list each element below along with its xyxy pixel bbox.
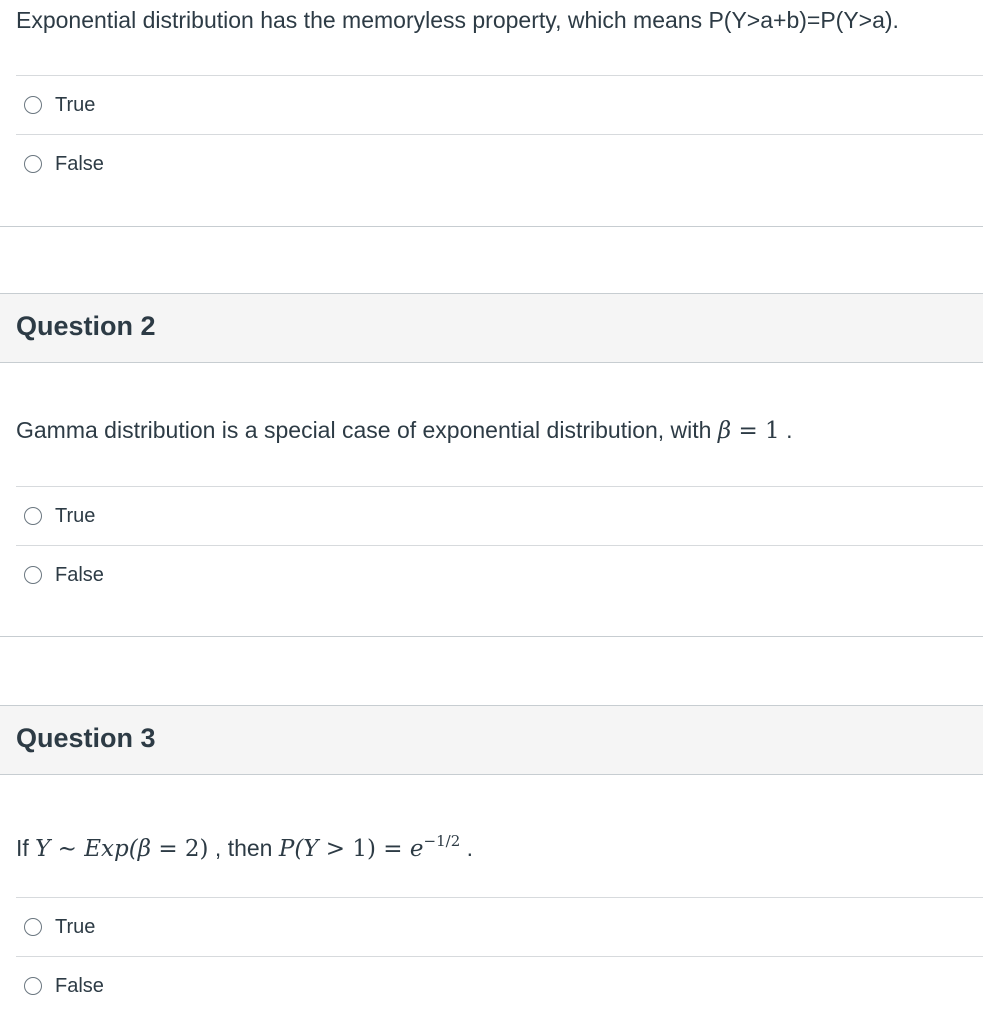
radio-button[interactable]	[24, 155, 42, 173]
question-3-answers	[16, 897, 983, 1015]
math-exponent: −1/2	[423, 832, 461, 850]
question-3-header	[0, 705, 983, 775]
answer-option[interactable]	[16, 75, 983, 134]
math-y: Y	[35, 836, 51, 862]
math-e: e	[409, 836, 424, 862]
answer-option[interactable]	[16, 486, 983, 545]
radio-button[interactable]	[24, 566, 42, 584]
question-3-text	[16, 825, 473, 865]
radio-button[interactable]	[24, 507, 42, 525]
answer-label: True	[55, 915, 96, 938]
answer-label: False	[55, 563, 104, 586]
math-equals-one: = 1	[731, 418, 780, 444]
question-divider	[0, 636, 983, 637]
question-3-title: Question 3	[16, 723, 156, 753]
radio-button[interactable]	[24, 96, 42, 114]
answer-option[interactable]	[16, 545, 983, 604]
answer-option[interactable]	[16, 897, 983, 956]
question-2-text-part: Gamma distribution is a special case of exponential distribution, with	[16, 417, 718, 443]
question-2-period: .	[779, 417, 793, 443]
answer-label: True	[55, 93, 96, 116]
question-3-text-if: If	[16, 835, 36, 861]
math-exp-rest: = 2)	[151, 836, 209, 862]
answer-label: False	[55, 152, 104, 175]
question-2-answers	[16, 486, 983, 604]
radio-button[interactable]	[24, 918, 42, 936]
question-2-text	[16, 414, 792, 447]
question-2-header	[0, 293, 983, 363]
answer-option[interactable]	[16, 956, 983, 1015]
question-1-text: Exponential distribution has the memoryless property, which means P(Y>a+b)=P(Y>a).	[16, 7, 899, 33]
question-2-title: Question 2	[16, 311, 156, 341]
math-beta: β	[717, 418, 732, 444]
answer-label: False	[55, 974, 104, 997]
math-p-rest: > 1) =	[318, 836, 410, 862]
question-1-answers	[16, 75, 983, 193]
answer-option[interactable]	[16, 134, 983, 193]
question-3-period: .	[460, 835, 474, 861]
answer-label: True	[55, 504, 96, 527]
math-p: P(Y	[278, 836, 319, 862]
radio-button[interactable]	[24, 977, 42, 995]
question-3-text-then: , then	[208, 835, 279, 861]
math-exp: Exp(β	[84, 836, 152, 862]
question-divider	[0, 226, 983, 227]
math-sim: ∼	[50, 836, 85, 862]
